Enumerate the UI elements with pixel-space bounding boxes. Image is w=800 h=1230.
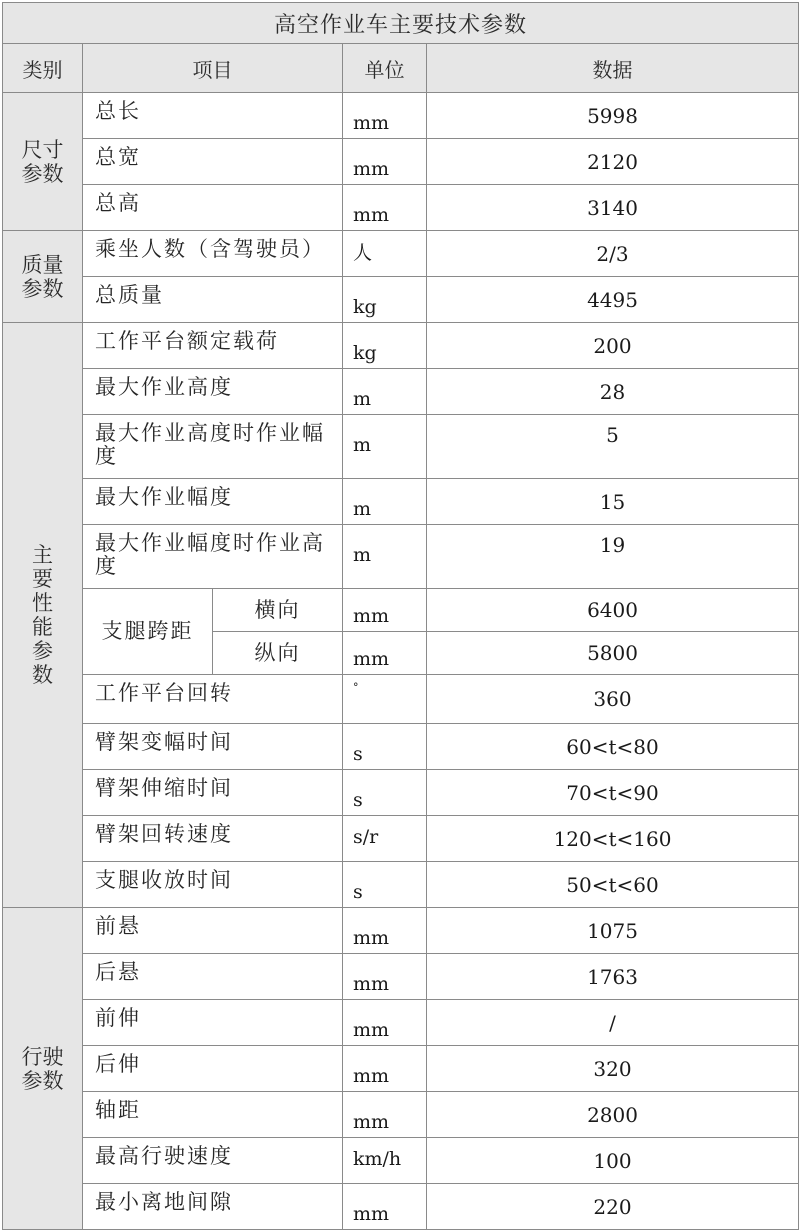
row-unit: mm (343, 1000, 427, 1046)
table-row (3, 1000, 799, 1046)
row-unit: 人 (343, 231, 427, 277)
row-value: 6400 (427, 589, 799, 632)
row-item: 总高 (83, 185, 343, 231)
row-item: 最大作业高度 (83, 369, 343, 415)
row-value: 120<t<160 (427, 816, 799, 862)
row-unit: mm (343, 185, 427, 231)
row-value: 5800 (427, 632, 799, 675)
category-travel-label: 行驶参数 (21, 1044, 64, 1093)
row-value: 50<t<60 (427, 862, 799, 908)
row-unit: m (343, 479, 427, 525)
row-unit: m (343, 369, 427, 415)
row-value: 220 (427, 1184, 799, 1230)
row-value: 320 (427, 1046, 799, 1092)
header-unit: 单位 (343, 44, 427, 93)
row-item: 臂架回转速度 (83, 816, 343, 862)
row-item: 工作平台回转 (83, 675, 343, 724)
row-item: 前悬 (83, 908, 343, 954)
table-row (3, 589, 799, 632)
row-item: 最小离地间隙 (83, 1184, 343, 1230)
table-row (3, 1138, 799, 1184)
table-row (3, 231, 799, 277)
row-unit: mm (343, 589, 427, 632)
row-value: 5 (427, 415, 799, 479)
header-category: 类别 (3, 44, 83, 93)
table-row (3, 479, 799, 525)
row-subitem: 横向 (213, 589, 343, 632)
category-size-label: 尺寸参数 (21, 137, 64, 186)
category-mass-label: 质量参数 (21, 252, 64, 301)
row-value: 2120 (427, 139, 799, 185)
row-unit: kg (343, 277, 427, 323)
spec-table (2, 2, 799, 1230)
row-value: 200 (427, 323, 799, 369)
row-unit: mm (343, 93, 427, 139)
table-row (3, 1184, 799, 1230)
row-value: 1763 (427, 954, 799, 1000)
row-value: 70<t<90 (427, 770, 799, 816)
table-row (3, 139, 799, 185)
table-row (3, 415, 799, 479)
row-unit: s (343, 770, 427, 816)
table-row (3, 277, 799, 323)
row-item: 支腿收放时间 (83, 862, 343, 908)
row-item: 最大作业幅度 (83, 479, 343, 525)
row-item: 轴距 (83, 1092, 343, 1138)
row-unit: mm (343, 1092, 427, 1138)
table-row (3, 675, 799, 724)
row-item: 臂架伸缩时间 (83, 770, 343, 816)
row-unit: m (343, 415, 427, 479)
table-row (3, 724, 799, 770)
table-row (3, 1092, 799, 1138)
category-travel (3, 908, 83, 1230)
header-data: 数据 (427, 44, 799, 93)
row-unit: s (343, 862, 427, 908)
row-item: 后伸 (83, 1046, 343, 1092)
row-item: 后悬 (83, 954, 343, 1000)
row-unit: s/r (343, 816, 427, 862)
row-unit: ° (343, 675, 427, 724)
row-value: 15 (427, 479, 799, 525)
row-value: / (427, 1000, 799, 1046)
row-item: 支腿跨距 (83, 589, 213, 675)
table-row (3, 862, 799, 908)
row-unit: kg (343, 323, 427, 369)
table-row (3, 954, 799, 1000)
row-item: 总宽 (83, 139, 343, 185)
table-row (3, 525, 799, 589)
table-row (3, 1046, 799, 1092)
table-row (3, 369, 799, 415)
row-unit: s (343, 724, 427, 770)
row-unit: mm (343, 139, 427, 185)
row-item: 最大作业幅度时作业高度 (83, 525, 343, 589)
table-row (3, 185, 799, 231)
row-unit: mm (343, 1046, 427, 1092)
row-item: 总质量 (83, 277, 343, 323)
table-row (3, 816, 799, 862)
row-item: 总长 (83, 93, 343, 139)
row-value: 360 (427, 675, 799, 724)
category-perf-label: 主要性能参数 (32, 543, 53, 687)
row-unit: km/h (343, 1138, 427, 1184)
row-unit: mm (343, 1184, 427, 1230)
row-value: 4495 (427, 277, 799, 323)
row-value: 3140 (427, 185, 799, 231)
table-row (3, 323, 799, 369)
row-item: 乘坐人数（含驾驶员） (83, 231, 343, 277)
row-value: 5998 (427, 93, 799, 139)
table-row (3, 93, 799, 139)
row-value: 28 (427, 369, 799, 415)
row-unit: m (343, 525, 427, 589)
row-item: 臂架变幅时间 (83, 724, 343, 770)
row-item: 最大作业高度时作业幅度 (83, 415, 343, 479)
category-mass (3, 231, 83, 323)
table-row (3, 770, 799, 816)
row-value: 60<t<80 (427, 724, 799, 770)
header-item: 项目 (83, 44, 343, 93)
category-perf (3, 323, 83, 908)
row-value: 2/3 (427, 231, 799, 277)
row-item: 最高行驶速度 (83, 1138, 343, 1184)
row-value: 100 (427, 1138, 799, 1184)
row-subitem: 纵向 (213, 632, 343, 675)
table-title: 高空作业车主要技术参数 (3, 3, 799, 44)
row-unit: mm (343, 632, 427, 675)
row-item: 工作平台额定载荷 (83, 323, 343, 369)
row-unit: mm (343, 954, 427, 1000)
category-size (3, 93, 83, 231)
row-item: 前伸 (83, 1000, 343, 1046)
row-unit: mm (343, 908, 427, 954)
row-value: 2800 (427, 1092, 799, 1138)
row-value: 19 (427, 525, 799, 589)
row-value: 1075 (427, 908, 799, 954)
table-row (3, 908, 799, 954)
